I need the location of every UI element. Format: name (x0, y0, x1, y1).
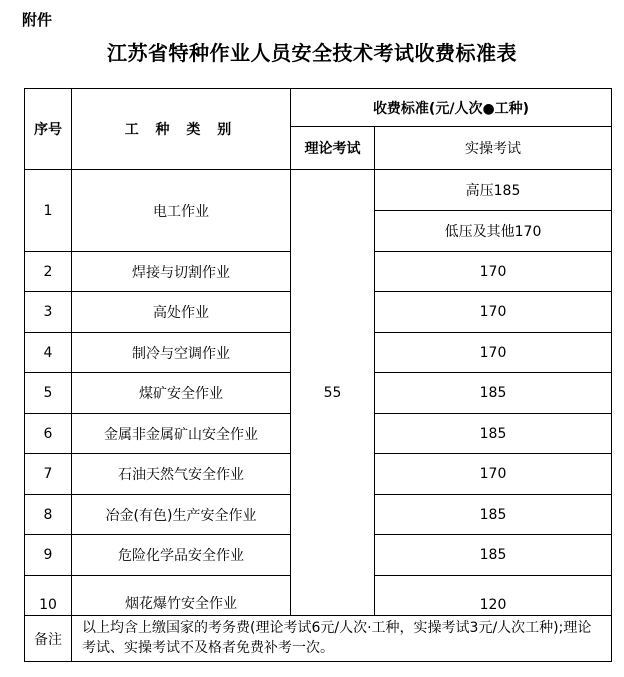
row-no: 8 (25, 495, 72, 535)
row-practical-high: 高压185 (375, 170, 612, 211)
row-practical: 185 (375, 495, 612, 535)
row-no: 10 (25, 576, 72, 616)
header-practical: 实操考试 (375, 127, 612, 170)
notes-row (25, 616, 612, 662)
row-name: 危险化学品安全作业 (72, 535, 291, 576)
row-name: 电工作业 (72, 170, 291, 252)
row-practical: 170 (375, 454, 612, 495)
table-row (25, 170, 612, 211)
row-practical-low: 低压及其他170 (375, 211, 612, 252)
row-no: 4 (25, 333, 72, 373)
row-practical: 170 (375, 252, 612, 292)
notes-text: 以上均含上缴国家的考务费(理论考试6元/人次·工种，实操考试3元/人次工种);理论考试、实操考试不及格者免费补考一次。 (72, 616, 612, 662)
document-title: 江苏省特种作业人员安全技术考试收费标准表 (107, 41, 517, 65)
row-name: 石油天然气安全作业 (72, 454, 291, 495)
row-practical: 185 (375, 373, 612, 414)
row-practical: 185 (375, 535, 612, 576)
row-no: 3 (25, 292, 72, 333)
row-name: 金属非金属矿山安全作业 (72, 414, 291, 454)
attachment-label: 附件 (22, 11, 53, 29)
notes-label: 备注 (25, 616, 72, 662)
header-type: 工 种 类 别 (72, 89, 291, 170)
theory-fee: 55 (291, 170, 375, 616)
row-no: 9 (25, 535, 72, 576)
row-practical: 170 (375, 292, 612, 333)
row-practical: 185 (375, 414, 612, 454)
row-practical: 120 (375, 576, 612, 616)
row-no: 5 (25, 373, 72, 414)
header-fee-standard: 收费标准(元/人次●工种) (291, 89, 612, 127)
row-no: 6 (25, 414, 72, 454)
row-practical: 170 (375, 333, 612, 373)
row-name: 制冷与空调作业 (72, 333, 291, 373)
row-name: 煤矿安全作业 (72, 373, 291, 414)
header-seq: 序号 (25, 89, 72, 170)
row-name: 高处作业 (72, 292, 291, 333)
row-no: 2 (25, 252, 72, 292)
fee-table (24, 88, 612, 662)
row-name: 焊接与切割作业 (72, 252, 291, 292)
row-no: 7 (25, 454, 72, 495)
row-no: 1 (25, 170, 72, 252)
header-row (25, 89, 612, 127)
row-name: 烟花爆竹安全作业 (72, 576, 291, 616)
row-name: 冶金(有色)生产安全作业 (72, 495, 291, 535)
header-theory: 理论考试 (291, 127, 375, 170)
